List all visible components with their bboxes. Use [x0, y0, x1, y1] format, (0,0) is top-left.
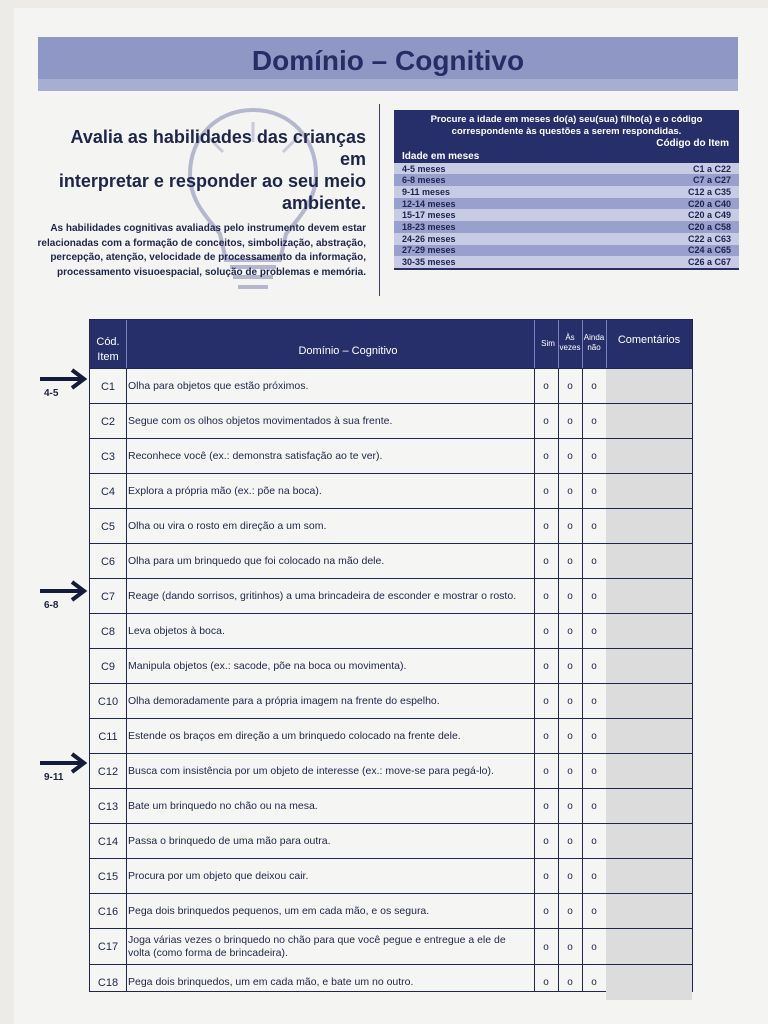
item-code: C18	[97, 976, 119, 989]
radio-as-vezes[interactable]: o	[567, 801, 573, 812]
intro-paragraph-line: processamento visuoespacial, solução de problemas e memória.	[56, 266, 366, 278]
item-code: C9	[100, 660, 116, 673]
age-table-row	[394, 163, 739, 175]
radio-ainda-nao[interactable]: o	[591, 451, 597, 462]
age-table-row	[394, 221, 739, 233]
radio-as-vezes[interactable]: o	[567, 696, 573, 707]
item-description: Olha ou vira o rosto em direção a um som.	[128, 520, 327, 532]
item-code-range: C7 a C27	[692, 175, 731, 186]
comments-cell[interactable]	[606, 474, 692, 509]
radio-sim[interactable]: o	[543, 486, 549, 497]
radio-as-vezes[interactable]: o	[567, 661, 573, 672]
item-description: Explora a própria mão (ex.: põe na boca).	[128, 485, 322, 497]
header-separator	[126, 320, 127, 368]
age-table-age-header: Idade em meses	[402, 151, 480, 163]
page-title: Domínio – Cognitivo	[251, 45, 525, 76]
age-range: 12-14 meses	[402, 198, 456, 209]
item-description: Olha para objetos que estão próximos.	[128, 380, 309, 392]
radio-sim[interactable]: o	[543, 801, 549, 812]
header-separator	[534, 320, 535, 368]
radio-sim[interactable]: o	[543, 871, 549, 882]
intro-heading-line: Avalia as habilidades das crianças em	[70, 127, 366, 169]
radio-sim[interactable]: o	[543, 416, 549, 427]
comments-cell[interactable]	[606, 369, 692, 404]
radio-as-vezes[interactable]: o	[567, 416, 573, 427]
table-row	[90, 543, 692, 579]
table-row	[90, 613, 692, 649]
radio-as-vezes[interactable]: o	[567, 731, 573, 742]
item-description: Olha para um brinquedo que foi colocado na mão dele.	[128, 555, 385, 567]
radio-sim[interactable]: o	[543, 696, 549, 707]
table-row	[90, 718, 692, 754]
title-banner	[38, 37, 738, 91]
radio-as-vezes[interactable]: o	[567, 941, 573, 953]
radio-ainda-nao[interactable]: o	[591, 836, 597, 847]
radio-as-vezes[interactable]: o	[567, 836, 573, 847]
comments-cell[interactable]	[606, 824, 692, 859]
radio-ainda-nao[interactable]: o	[591, 731, 597, 742]
age-table-row	[394, 233, 739, 245]
comments-cell[interactable]	[606, 684, 692, 719]
comments-cell[interactable]	[606, 509, 692, 544]
radio-sim[interactable]: o	[543, 591, 549, 602]
age-table-code-header: Código do Item	[656, 138, 729, 149]
age-range: 15-17 meses	[402, 210, 456, 221]
age-table-row	[394, 209, 739, 221]
radio-ainda-nao[interactable]: o	[591, 766, 597, 777]
age-range: 24-26 meses	[402, 233, 456, 244]
radio-ainda-nao[interactable]: o	[591, 416, 597, 427]
radio-sim[interactable]: o	[543, 451, 549, 462]
radio-ainda-nao[interactable]: o	[591, 871, 597, 882]
age-marker-label: 6-8	[44, 600, 59, 611]
radio-ainda-nao[interactable]: o	[591, 696, 597, 707]
table-row	[90, 893, 692, 929]
col-header-as-vezes: Às vezes	[559, 333, 581, 352]
radio-ainda-nao[interactable]: o	[591, 941, 597, 953]
age-table-header-row	[394, 151, 739, 163]
banner-stripe	[38, 79, 738, 91]
age-table-instruction-line: Procure a idade em meses do(a) seu(sua) filho(a) e o código	[430, 114, 703, 125]
col-header-code: Cód. Item	[96, 336, 120, 363]
item-code: C8	[100, 625, 116, 638]
age-range: 6-8 meses	[402, 175, 446, 186]
radio-ainda-nao[interactable]: o	[591, 486, 597, 497]
item-code-range: C22 a C63	[687, 233, 731, 244]
comments-cell[interactable]	[606, 579, 692, 614]
age-table-instruction-line: correspondente às questões a serem respondidas.	[451, 126, 682, 137]
age-range: 4-5 meses	[402, 163, 446, 174]
comments-cell[interactable]	[606, 789, 692, 824]
item-code: C12	[97, 765, 119, 778]
item-code: C16	[97, 905, 119, 918]
radio-ainda-nao[interactable]: o	[591, 521, 597, 532]
item-description: Reage (dando sorrisos, gritinhos) a uma brincadeira de esconder e mostrar o rosto.	[128, 590, 517, 602]
radio-sim[interactable]: o	[543, 521, 549, 532]
item-description: Busca com insistência por um objeto de interesse (ex.: move-se para pegá-lo).	[128, 765, 494, 777]
item-code: C13	[97, 800, 119, 813]
radio-sim[interactable]: o	[543, 766, 549, 777]
table-row	[90, 683, 692, 719]
comments-cell[interactable]	[606, 754, 692, 789]
table-row	[90, 858, 692, 894]
radio-sim[interactable]: o	[543, 977, 549, 988]
age-range: 18-23 meses	[402, 221, 456, 232]
radio-as-vezes[interactable]: o	[567, 556, 573, 567]
item-code: C11	[98, 730, 118, 743]
table-row	[90, 648, 692, 684]
comments-cell[interactable]	[606, 404, 692, 439]
intro-paragraph	[28, 222, 366, 280]
radio-ainda-nao[interactable]: o	[591, 591, 597, 602]
radio-ainda-nao[interactable]: o	[591, 977, 597, 988]
age-code-table	[394, 110, 739, 270]
item-code-range: C20 a C40	[687, 198, 731, 209]
intro-heading-line: ambiente.	[281, 193, 366, 213]
comments-cell[interactable]	[606, 544, 692, 579]
comments-cell[interactable]	[606, 965, 692, 1000]
radio-as-vezes[interactable]: o	[567, 977, 573, 988]
age-table-row	[394, 198, 739, 210]
radio-as-vezes[interactable]: o	[567, 521, 573, 532]
table-row	[90, 508, 692, 544]
radio-as-vezes[interactable]: o	[567, 486, 573, 497]
item-description: Procura por um objeto que deixou cair.	[128, 870, 309, 882]
header-separator	[558, 320, 559, 368]
item-description: Estende os braços em direção a um brinquedo colocado na frente dele.	[128, 730, 461, 742]
age-table-instructions	[394, 110, 739, 151]
intro-heading	[40, 126, 366, 214]
item-description: Reconhece você (ex.: demonstra satisfação ao te ver).	[128, 450, 383, 462]
item-description: Olha demoradamente para a própria imagem na frente do espelho.	[128, 695, 440, 707]
radio-as-vezes[interactable]: o	[567, 871, 573, 882]
comments-cell[interactable]	[606, 649, 692, 684]
radio-ainda-nao[interactable]: o	[591, 801, 597, 812]
radio-sim[interactable]: o	[543, 556, 549, 567]
radio-ainda-nao[interactable]: o	[591, 906, 597, 917]
item-description: Pega dois brinquedos, um em cada mão, e bate um no outro.	[128, 976, 414, 988]
table-row	[90, 578, 692, 614]
age-marker-arrow	[22, 366, 92, 406]
comments-cell[interactable]	[606, 439, 692, 474]
col-header-ainda-nao: Ainda não	[583, 333, 605, 352]
header-separator	[606, 320, 607, 368]
header-separator	[582, 320, 583, 368]
age-marker-label: 9-11	[44, 772, 64, 783]
item-description: Leva objetos à boca.	[128, 625, 225, 637]
table-row	[90, 788, 692, 824]
col-header-sim: Sim	[541, 339, 555, 348]
table-row	[90, 438, 692, 474]
age-marker-arrow	[22, 578, 92, 618]
intro-heading-line: interpretar e responder ao seu meio	[58, 171, 366, 191]
item-description: Manipula objetos (ex.: sacode, põe na boca ou movimenta).	[128, 660, 407, 672]
item-code-range: C20 a C58	[687, 221, 731, 232]
age-table-row	[394, 256, 739, 268]
radio-as-vezes[interactable]: o	[567, 381, 573, 392]
comments-cell[interactable]	[606, 719, 692, 754]
item-description: Passa o brinquedo de uma mão para outra.	[128, 835, 331, 847]
table-row	[90, 403, 692, 439]
radio-sim[interactable]: o	[543, 836, 549, 847]
radio-sim[interactable]: o	[543, 661, 549, 672]
item-description: Bate um brinquedo no chão ou na mesa.	[128, 800, 318, 812]
radio-as-vezes[interactable]: o	[567, 906, 573, 917]
cognitive-items-table	[89, 319, 693, 992]
age-table-row	[394, 245, 739, 257]
radio-sim[interactable]: o	[543, 381, 549, 392]
item-code: C5	[100, 520, 116, 533]
age-range: 30-35 meses	[402, 257, 456, 268]
radio-ainda-nao[interactable]: o	[591, 556, 597, 567]
radio-as-vezes[interactable]: o	[567, 451, 573, 462]
section-divider	[379, 104, 380, 296]
item-code: C15	[97, 870, 119, 883]
table-row	[90, 928, 692, 965]
radio-as-vezes[interactable]: o	[567, 626, 573, 637]
radio-sim[interactable]: o	[543, 941, 549, 953]
age-table-row	[394, 174, 739, 186]
age-range: 27-29 meses	[402, 245, 456, 256]
radio-ainda-nao[interactable]: o	[591, 661, 597, 672]
table-row	[90, 823, 692, 859]
table-row	[90, 964, 692, 1000]
comments-cell[interactable]	[606, 614, 692, 649]
item-code: C3	[100, 450, 116, 463]
item-description: Segue com os olhos objetos movimentados à sua frente.	[128, 415, 393, 427]
intro-paragraph-line: As habilidades cognitivas avaliadas pelo instrumento devem estar	[50, 223, 366, 234]
item-description: Joga várias vezes o brinquedo no chão para que você pegue e entregue a ele de volta (como forma de brincadeira).	[128, 934, 506, 959]
age-table-bottom-rule	[394, 268, 739, 270]
radio-as-vezes[interactable]: o	[567, 766, 573, 777]
item-code: C6	[100, 555, 116, 568]
right-arrow-icon	[40, 580, 90, 602]
intro-paragraph-line: percepção, atenção, velocidade de processamento da informação,	[50, 252, 366, 263]
table-row	[90, 753, 692, 789]
radio-sim[interactable]: o	[543, 731, 549, 742]
radio-ainda-nao[interactable]: o	[591, 381, 597, 392]
intro-paragraph-line: relacionadas com a formação de conceitos, simbolização, abstração,	[37, 237, 366, 249]
age-table-rows	[394, 163, 739, 268]
right-arrow-icon	[40, 368, 90, 390]
right-arrow-icon	[40, 752, 90, 774]
age-range: 9-11 meses	[402, 186, 451, 197]
comments-cell[interactable]	[606, 859, 692, 894]
age-table-row	[394, 186, 739, 198]
item-code-range: C12 a C35	[687, 186, 731, 197]
radio-ainda-nao[interactable]: o	[591, 626, 597, 637]
item-code: C17	[97, 941, 119, 953]
table-header	[90, 320, 692, 368]
age-marker-label: 4-5	[44, 388, 59, 399]
col-header-domain: Domínio – Cognitivo	[298, 345, 398, 357]
radio-as-vezes[interactable]: o	[567, 591, 573, 602]
radio-sim[interactable]: o	[543, 626, 549, 637]
radio-sim[interactable]: o	[543, 906, 549, 917]
item-code-range: C20 a C49	[687, 210, 731, 221]
item-code-range: C26 a C67	[687, 257, 731, 268]
table-row	[90, 473, 692, 509]
item-code: C10	[97, 695, 119, 708]
item-code: C1	[100, 380, 116, 393]
item-code-range: C1 a C22	[692, 163, 731, 174]
item-code-range: C24 a C65	[687, 245, 731, 256]
comments-cell[interactable]	[606, 894, 692, 929]
item-code: C2	[100, 415, 116, 428]
comments-cell[interactable]	[606, 929, 692, 965]
col-header-comments: Comentários	[617, 334, 681, 346]
item-code: C4	[100, 485, 116, 498]
item-code: C7	[100, 590, 116, 603]
table-row	[90, 368, 692, 404]
age-marker-arrow	[22, 750, 92, 790]
item-code: C14	[97, 835, 119, 848]
item-description: Pega dois brinquedos pequenos, um em cada mão, e os segura.	[128, 905, 430, 917]
